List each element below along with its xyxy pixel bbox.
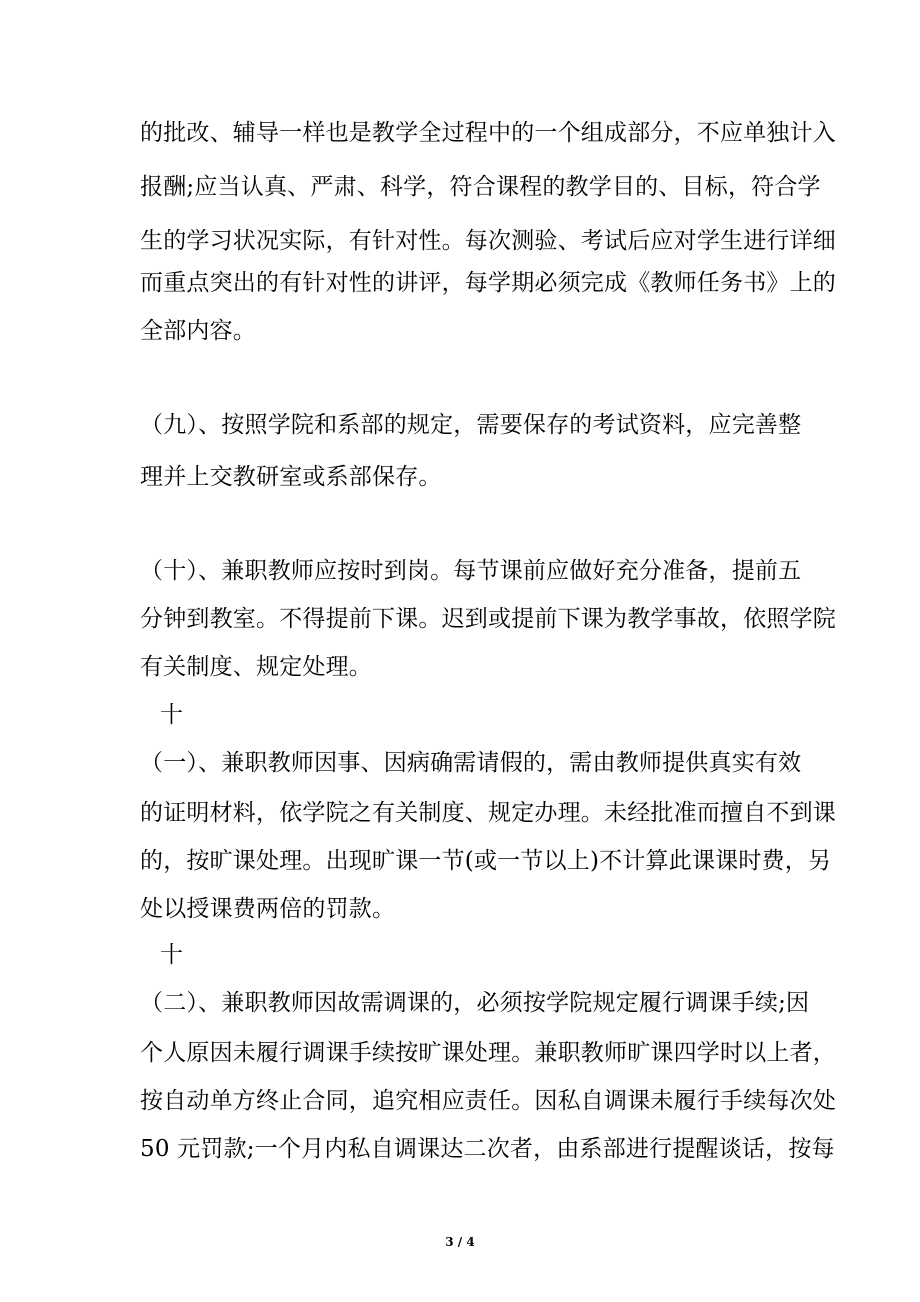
body-text-line: 分钟到教室。不得提前下课。迟到或提前下课为教学事故，依照学院 bbox=[140, 606, 836, 632]
body-text-line: 全部内容。 bbox=[140, 318, 256, 344]
page-number: 3 / 4 bbox=[445, 1235, 475, 1249]
body-text-line: 50 元罚款;一个月内私自调课达二次者，由系部进行提醒谈话，按每 bbox=[140, 1136, 835, 1162]
section-numeral: 十 bbox=[160, 942, 184, 968]
body-text-line: 报酬;应当认真、严肃、科学，符合课程的教学目的、目标，符合学 bbox=[140, 174, 821, 200]
body-text-line: 的批改、辅导一样也是教学全过程中的一个组成部分，不应单独计入 bbox=[140, 120, 836, 146]
body-text-line: 的，按旷课处理。出现旷课一节(或一节以上)不计算此课课时费，另 bbox=[140, 848, 832, 874]
body-text-line: 生的学习状况实际，有针对性。每次测验、考试后应对学生进行详细 bbox=[140, 228, 836, 254]
body-text-line: （十）、兼职教师应按时到岗。每节课前应做好充分准备，提前五 bbox=[140, 558, 802, 584]
section-numeral: 十 bbox=[160, 702, 184, 728]
body-text-line: （二）、兼职教师因故需调课的，必须按学院规定履行调课手续;因 bbox=[140, 990, 810, 1016]
body-text-line: 按自动单方终止合同，追究相应责任。因私自调课未履行手续每次处 bbox=[140, 1088, 836, 1114]
body-text-line: 而重点突出的有针对性的讲评，每学期必须完成《教师任务书》上的 bbox=[140, 270, 836, 296]
body-text-line: 理并上交教研室或系部保存。 bbox=[140, 464, 442, 490]
body-text-line: （一）、兼职教师因事、因病确需请假的，需由教师提供真实有效 bbox=[140, 750, 802, 776]
body-text-line: 有关制度、规定处理。 bbox=[140, 654, 372, 680]
body-text-line: （九）、按照学院和系部的规定，需要保存的考试资料，应完善整 bbox=[140, 412, 802, 438]
body-text-line: 处以授课费两倍的罚款。 bbox=[140, 896, 396, 922]
body-text-line: 个人原因未履行调课手续按旷课处理。兼职教师旷课四学时以上者， bbox=[140, 1040, 836, 1066]
body-text-line: 的证明材料，依学院之有关制度、规定办理。未经批准而擅自不到课 bbox=[140, 800, 836, 826]
